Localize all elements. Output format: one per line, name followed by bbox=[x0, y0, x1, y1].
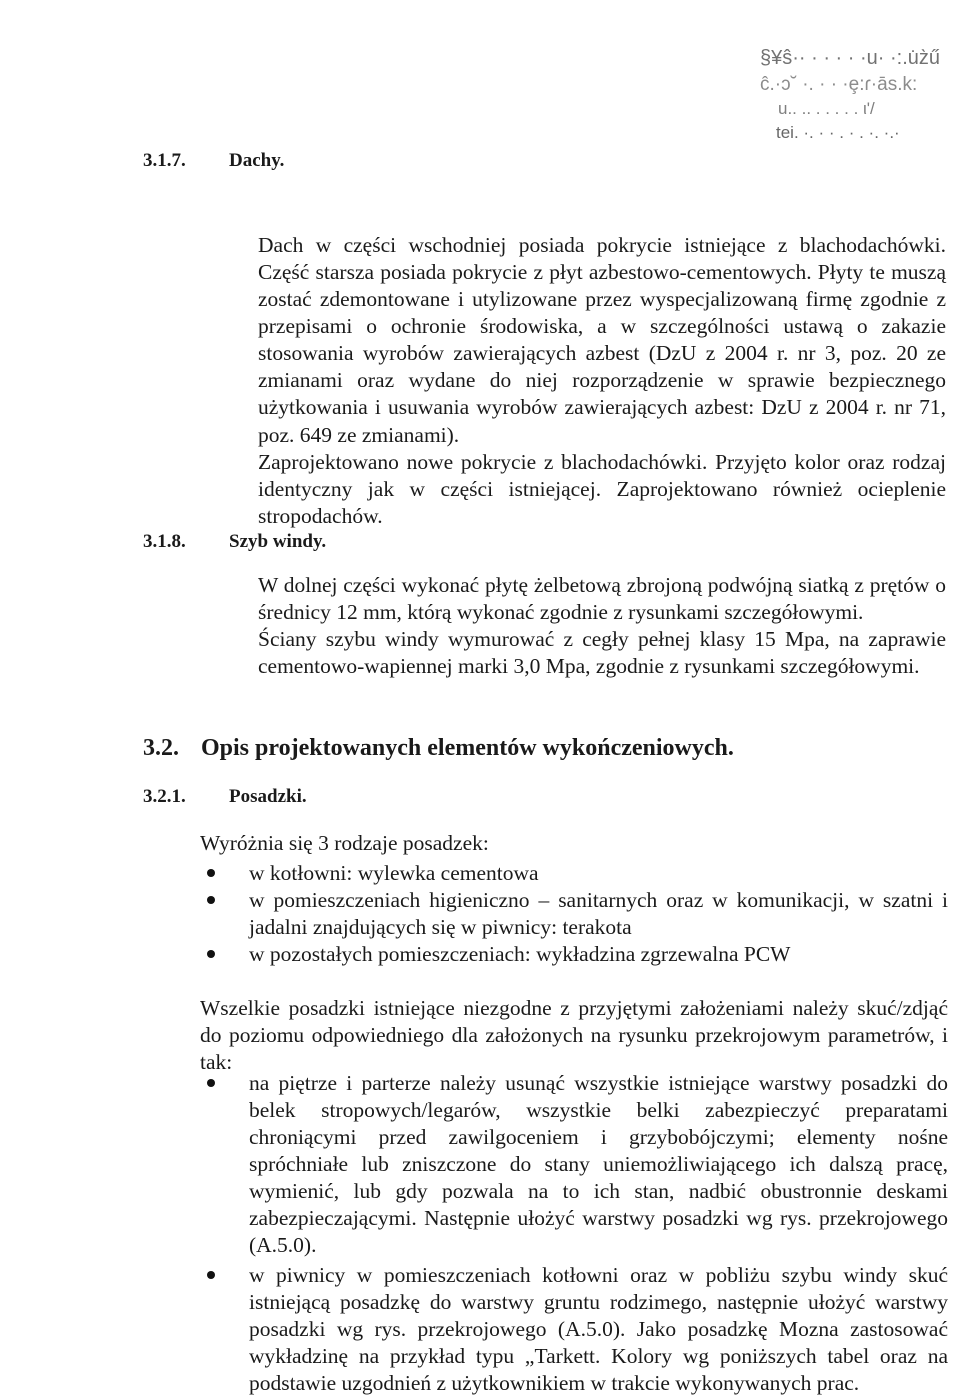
section-title: Posadzki. bbox=[229, 786, 307, 807]
floor-removal-steps bbox=[200, 1070, 948, 1399]
section-body-3-1-8 bbox=[258, 572, 946, 680]
svg-text:ĉ.·ɔ˘ ·. · · ·ȩ:ɾ·ās.k:: ĉ.·ɔ˘ ·. · · ·ȩ:ɾ·ās.k: bbox=[760, 74, 918, 95]
bullet-icon bbox=[207, 896, 215, 904]
section-number: 3.1.7. bbox=[143, 150, 186, 171]
stamp bbox=[742, 42, 954, 154]
list-item: w pozostałych pomieszczeniach: wykładzina zgrzewalna PCW bbox=[200, 941, 948, 968]
bullet-icon bbox=[207, 1271, 215, 1279]
paragraph: Wyróżnia się 3 rodzaje posadzek: bbox=[200, 831, 489, 855]
section-heading-3-1-7 bbox=[143, 149, 284, 173]
bullet-icon bbox=[207, 950, 215, 958]
floor-types-list bbox=[200, 860, 948, 968]
svg-text:tei. ·. · · . · . ·. ·.·: tei. ·. · · . · . ·. ·.· bbox=[776, 123, 900, 142]
section-heading-3-1-8 bbox=[143, 530, 326, 554]
floor-removal-intro bbox=[200, 995, 948, 1076]
stamp-graphic bbox=[742, 42, 954, 154]
list-item: na piętrze i parterze należy usunąć wszystkie istniejące warstwy posadzki do belek stropowych/legarów, wszystkie belki zabezpieczyć preparatami chroniącymi przed zawilgoceniem i grzybobójczymi; elementy nośne spróchniałe lub zniszczone do stany uniemożliwiającego ich dalszą pracę, wymienić, lub gdy pozwala na to ich stan, nadbić obustronnie deskami zabezpieczającymi. Następnie ułożyć warstwy posadzki wg rys. przekrojowego (A.5.0). bbox=[200, 1070, 948, 1260]
floor-types-intro bbox=[200, 830, 948, 857]
paragraph: Wszelkie posadzki istniejące niezgodne z przyjętymi założeniami należy skuć/zdjąć do poziomu odpowiedniego dla założonych na rysunku przekrojowym parametrów, i tak: bbox=[200, 996, 948, 1075]
paragraph: Dach w części wschodniej posiada pokrycie istniejące z blachodachówki. Część starsza posiada pokrycie z płyt azbestowo-cementowych. Płyty te muszą zostać zdemontowane i utylizowane przez wyspecjalizowaną firmę zgodnie z przepisami o ochronie środowiska, a w szczególności ustawą o zakazie stosowania wyrobów zawierających azbest (DzU z 2004 r. nr 3, poz. 20 ze zmianami oraz wydane do niej rozporządzenie w sprawie bezpiecznego użytkowania i usuwania wyrobów zawierających azbest: DzU z 2004 r. nr 71, poz. 649 ze zmianami). bbox=[258, 233, 946, 447]
section-body-3-1-7 bbox=[258, 232, 946, 530]
bullet-icon bbox=[207, 869, 215, 877]
svg-text:§¥ŝ·· · · · · ·u· ·:.u̇z̀ű: §¥ŝ·· · · · · ·u· ·:.u̇z̀ű bbox=[760, 47, 941, 69]
list-item: w pomieszczeniach higieniczno – sanitarnych oraz w komunikacji, w szatni i jadalni znajdujących się w piwnicy: terakota bbox=[200, 887, 948, 941]
section-number: 3.2. bbox=[143, 735, 179, 761]
paragraph: Ściany szybu windy wymurować z cegły pełnej klasy 15 Mpa, na zaprawie cementowo-wapiennej marki 3,0 Mpa, zgodnie z rysunkami szczegółowymi. bbox=[258, 627, 946, 679]
section-heading-3-2 bbox=[143, 733, 734, 763]
list-item: w piwnicy w pomieszczeniach kotłowni oraz w pobliżu szybu windy skuć istniejącą posadzkę do warstwy gruntu rodzimego, następnie ułożyć warstwy posadzki wg rys. przekrojowego (A.5.0). Jako posadzkę Mozna zastosować wykładzinę na przykład typu „Tarkett. Kolory wg poniższych tabel oraz na podstawie uzgodnień z użytkownikiem w trakcie wykonywanych prac. bbox=[200, 1262, 948, 1397]
section-number: 3.1.8. bbox=[143, 531, 186, 552]
svg-text:u.. .. . . . . . ι'/: u.. .. . . . . . ι'/ bbox=[778, 99, 875, 118]
bullet-icon bbox=[207, 1079, 215, 1087]
paragraph: W dolnej części wykonać płytę żelbetową zbrojoną podwójną siatką z prętów o średnicy 12 mm, którą wykonać zgodnie z rysunkami szczegółowymi. bbox=[258, 573, 946, 625]
list-item: w kotłowni: wylewka cementowa bbox=[200, 860, 948, 887]
section-heading-3-2-1 bbox=[143, 785, 307, 809]
section-number: 3.2.1. bbox=[143, 786, 186, 807]
paragraph: Zaprojektowano nowe pokrycie z blachodachówki. Przyjęto kolor oraz rodzaj identyczny jak w części istniejącej. Zaprojektowano również ocieplenie stropodachów. bbox=[258, 449, 946, 528]
section-title: Dachy. bbox=[229, 150, 285, 171]
section-title: Opis projektowanych elementów wykończeniowych. bbox=[201, 735, 734, 761]
section-title: Szyb windy. bbox=[229, 531, 327, 552]
